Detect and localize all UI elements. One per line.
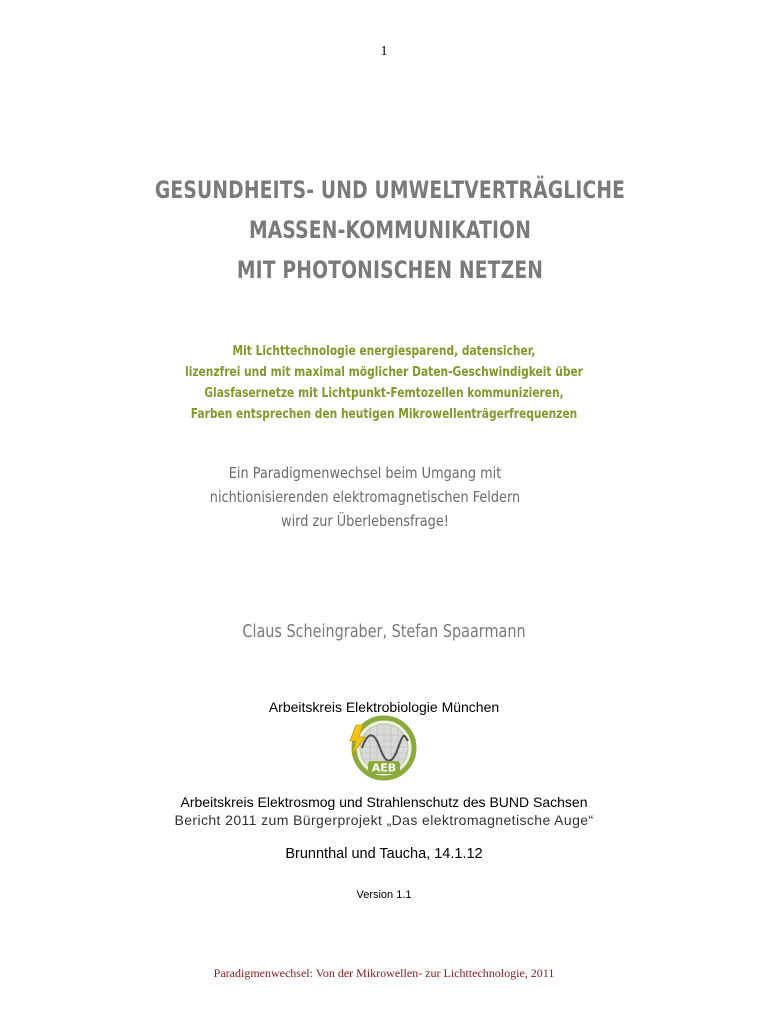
title-line: MASSEN-KOMMUNIKATION — [248, 216, 532, 244]
document-title — [86, 170, 694, 290]
page-number: 1 — [380, 44, 388, 59]
authors: Claus Scheingraber, Stefan Spaarmann — [242, 621, 526, 642]
paradigm-line: nichtionisierenden elektromagnetischen Feldern — [209, 488, 521, 506]
logo-text: AEB — [371, 761, 397, 775]
aeb-logo-icon — [346, 715, 422, 781]
paradigm-statement — [62, 461, 668, 533]
page-footer: Paradigmenwechsel: Von der Mikrowellen- zur Lichttechnologie, 2011 — [213, 966, 555, 980]
report-line: Bericht 2011 zum Bürgerprojekt „Das elektromagnetische Auge“ — [174, 812, 594, 828]
document-subtitle — [69, 341, 699, 425]
paradigm-line: Ein Paradigmenwechsel beim Umgang mit — [228, 464, 502, 482]
title-line: GESUNDHEITS- UND UMWELTVERTRÄGLICHE — [154, 176, 626, 204]
title-line: MIT PHOTONISCHEN NETZEN — [236, 256, 544, 284]
aeb-logo — [346, 715, 422, 781]
organization-bund: Arbeitskreis Elektrosmog und Strahlenschutz des BUND Sachsen — [180, 794, 588, 810]
version-label: Version 1.1 — [356, 889, 412, 901]
subtitle-line: Mit Lichttechnologie energiesparend, datensicher, — [232, 344, 536, 359]
place-date: Brunnthal und Taucha, 14.1.12 — [285, 846, 483, 862]
organization-munich: Arbeitskreis Elektrobiologie München — [268, 699, 500, 715]
subtitle-line: Glasfasernetze mit Lichtpunkt-Femtozellen kommunizieren, — [204, 386, 564, 401]
paradigm-line: wird zur Überlebensfrage! — [281, 512, 449, 530]
subtitle-line: Farben entsprechen den heutigen Mikrowellenträgerfrequenzen — [190, 407, 578, 422]
subtitle-line: lizenzfrei und mit maximal möglicher Daten-Geschwindigkeit über — [185, 365, 583, 380]
